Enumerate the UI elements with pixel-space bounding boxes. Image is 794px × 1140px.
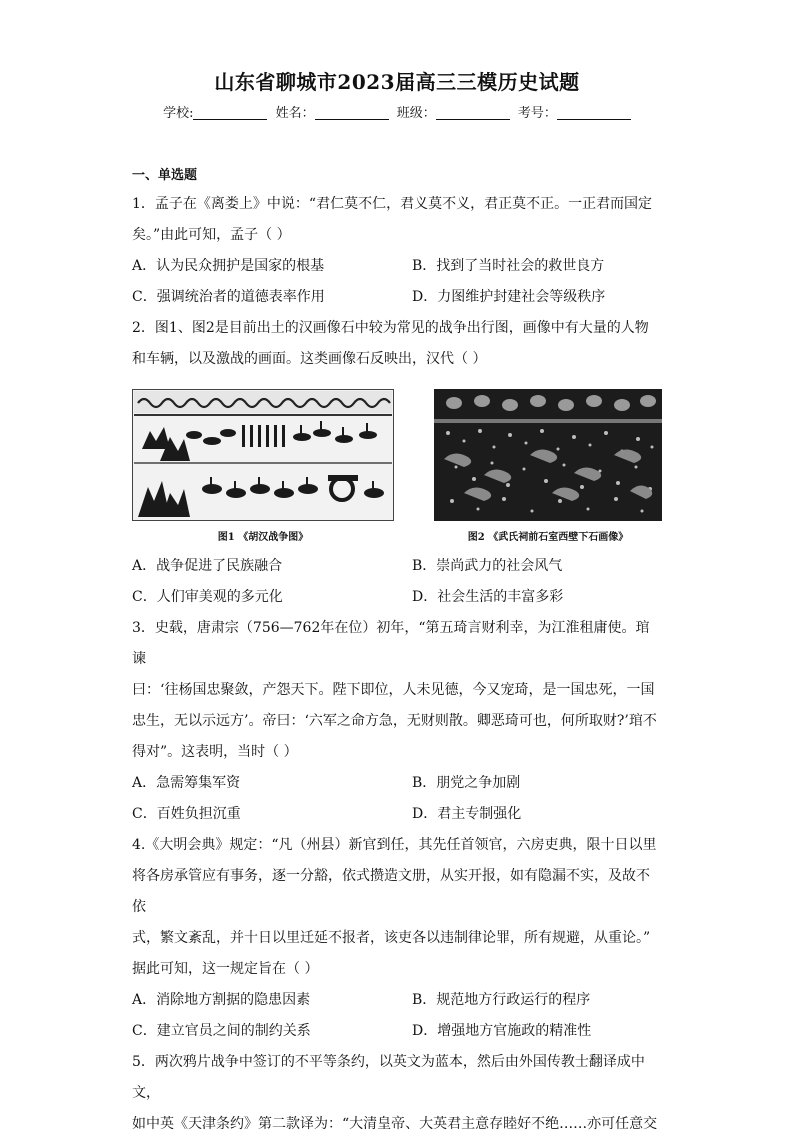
figure-2-image	[434, 389, 662, 521]
option-d[interactable]: D．社会生活的丰富多彩	[412, 589, 564, 605]
option-c[interactable]: C．人们审美观的多元化	[132, 589, 283, 605]
class-blank[interactable]	[436, 105, 510, 120]
class-field	[397, 102, 510, 121]
question-2	[132, 313, 662, 613]
figure-2	[434, 389, 662, 551]
question-3-stem-line-1: 3．史载，唐肃宗（756—762年在位）初年，“第五琦言财利幸，为江淮租庸使。琯谏	[132, 620, 650, 667]
option-d[interactable]: D．力图维护封建社会等级秩序	[412, 289, 606, 305]
question-3-stem-line-4: 得对”。这表明，当时（ ）	[132, 744, 298, 760]
question-2-stem-line-2: 和车辆，以及激战的画面。这类画像石反映出，汉代（ ）	[132, 351, 487, 367]
question-4-stem-line-2: 将各房承管应有事务，逐一分豁，依式攒造文册，从实开报，如有隐漏不实，及故不依	[132, 868, 650, 915]
question-2-options	[132, 551, 662, 613]
exam-no-label: 考号：	[517, 106, 557, 121]
school-field	[163, 102, 267, 121]
question-2-figures	[132, 389, 662, 551]
option-c[interactable]: C．百姓负担沉重	[132, 806, 241, 822]
question-4-stem-line-3: 式，繁文紊乱，并十日以里迁延不报者，该吏各以违制律论罪，所有规避，从重论。”	[132, 930, 651, 946]
question-3-options	[132, 768, 662, 830]
question-5-stem-line-1: 5．两次鸦片战争中签订的不平等条约，以英文为蓝本，然后由外国传教士翻译成中文，	[132, 1054, 645, 1101]
class-label: 班级：	[396, 106, 436, 121]
school-blank[interactable]	[193, 105, 267, 120]
question-list	[132, 163, 662, 1140]
option-d[interactable]: D．增强地方官施政的精准性	[412, 1023, 592, 1039]
option-b[interactable]: B．找到了当时社会的救世良方	[412, 258, 605, 274]
option-a[interactable]: A．急需筹集军资	[132, 775, 241, 791]
option-a[interactable]: A．战争促进了民族融合	[132, 558, 283, 574]
question-3-stem-line-3: 忠生，无以示远方’。帝曰：‘六军之命方急，无财则散。卿恶琦可也，何所取财?’琯不	[132, 713, 657, 729]
figure-2-caption: 图2 《武氏祠前石室西壁下石画像》	[467, 532, 629, 543]
student-info-row	[0, 102, 794, 121]
question-5	[132, 1047, 662, 1140]
question-1-stem-line-1: 1．孟子在《离娄上》中说：“君仁莫不仁，君义莫不义，君正莫不正。一正君而国定	[132, 196, 653, 212]
question-1	[132, 189, 662, 313]
option-c[interactable]: C．建立官员之间的制约关系	[132, 1023, 311, 1039]
question-1-stem-line-2: 矣。”由此可知，孟子（ ）	[132, 227, 291, 243]
section-heading: 一、单选题	[132, 168, 198, 183]
question-2-stem-line-1: 2．图1、图2是目前出土的汉画像石中较为常见的战争出行图，画像中有大量的人物	[132, 320, 649, 336]
question-1-options	[132, 251, 662, 313]
question-4	[132, 830, 662, 1047]
question-3-stem-line-2: 曰：‘往杨国忠聚敛，产怨天下。陛下即位，人未见德，今又宠琦，是一国忠死，一国	[132, 682, 655, 698]
question-4-options	[132, 985, 662, 1047]
figure-1	[132, 389, 394, 551]
option-d[interactable]: D．君主专制强化	[412, 806, 522, 822]
question-3	[132, 613, 662, 830]
figure-1-caption: 图1 《胡汉战争图》	[217, 532, 309, 543]
name-blank[interactable]	[315, 105, 389, 120]
exam-title: 山东省聊城市2023届高三三模历史试题	[214, 70, 580, 94]
option-a[interactable]: A．认为民众拥护是国家的根基	[132, 258, 325, 274]
option-a[interactable]: A．消除地方割据的隐患因素	[132, 992, 311, 1008]
exam-no-blank[interactable]	[557, 105, 631, 120]
school-label: 学校:	[163, 106, 194, 121]
name-label: 姓名：	[275, 106, 315, 121]
exam-no-field	[518, 102, 631, 121]
question-5-stem-line-2: 如中英《天津条约》第二款译为：“大清皇帝、大英君主意存睦好不绝……亦可任意交	[132, 1116, 658, 1132]
option-b[interactable]: B．崇尚武力的社会风气	[412, 558, 563, 574]
question-4-stem-line-4: 据此可知，这一规定旨在（ ）	[132, 961, 319, 977]
option-b[interactable]: B．规范地方行政运行的程序	[412, 992, 591, 1008]
name-field	[276, 102, 389, 121]
figure-1-image	[132, 389, 394, 521]
question-4-stem-line-1: 4.《大明会典》规定：“凡（州县）新官到任，其先任首领官，六房吏典，限十日以里	[132, 837, 657, 853]
option-b[interactable]: B．朋党之争加剧	[412, 775, 521, 791]
option-c[interactable]: C．强调统治者的道德表率作用	[132, 289, 325, 305]
